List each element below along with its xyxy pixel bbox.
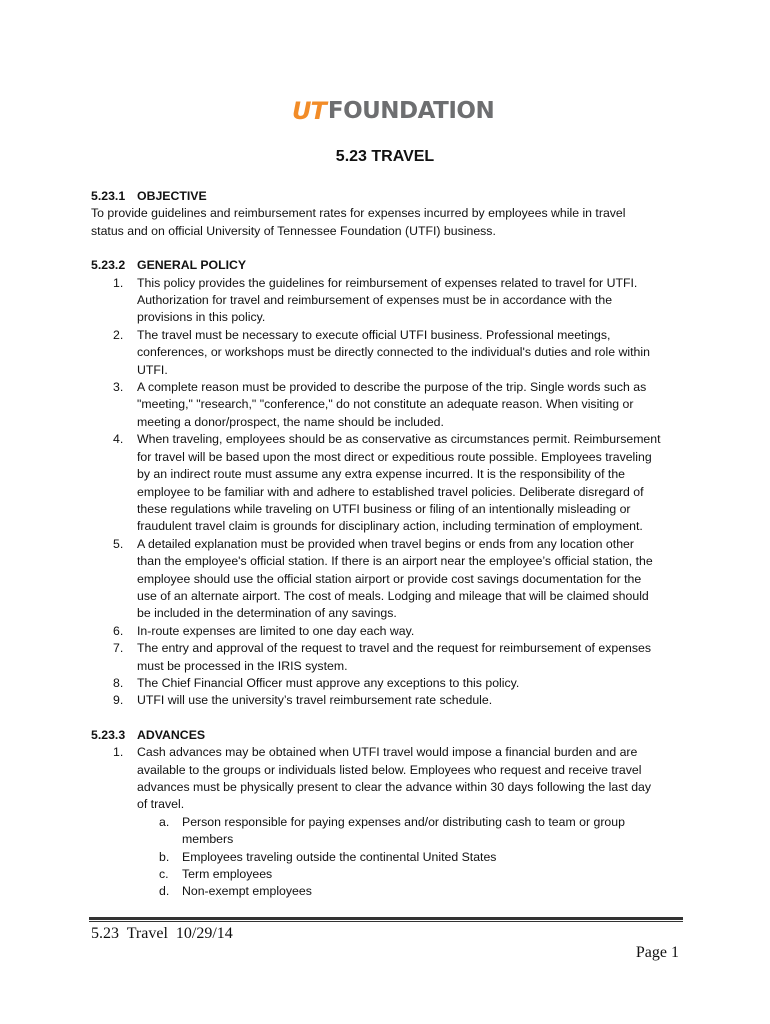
advances-list <box>91 744 691 814</box>
list-item-line: "meeting," "research," "conference," do not constitute an adequate reason. When visiting or <box>137 397 634 412</box>
section-heading-objective <box>91 188 691 205</box>
list-item-line: provisions in this policy. <box>137 310 266 325</box>
objective-line: To provide guidelines and reimbursement rates for expenses incurred by employees while in travel <box>91 206 626 221</box>
list-item-number: b. <box>159 849 170 864</box>
list-item-number: a. <box>159 814 170 829</box>
list-item-line: use of an alternate airport. The cost of meals. Lodging and mileage that will be claimed should <box>137 588 649 603</box>
list-item-line: Cash advances may be obtained when UTFI travel would impose a financial burden and are <box>137 745 638 760</box>
list-item-line: Authorization for travel and reimbursement of expenses must be in accordance with the <box>137 293 613 308</box>
list-item-line: employee should use the official station airport or provide cost savings documentation for the <box>137 571 642 586</box>
list-item-number: 5. <box>113 536 124 551</box>
list-item <box>91 692 691 709</box>
list-item-line: The Chief Financial Officer must approve any exceptions to this policy. <box>137 675 520 690</box>
section-number: 5.23.2 <box>91 258 126 273</box>
footer-rule <box>89 917 683 920</box>
document-body <box>91 188 691 901</box>
list-item-line: UTFI. <box>137 362 168 377</box>
list-item-line: Non-exempt employees <box>182 884 312 899</box>
list-item-number: 3. <box>113 380 124 395</box>
list-item <box>91 623 691 640</box>
footer-doc-label: 5.23 Travel 10/29/14 <box>91 925 233 942</box>
section-title: ADVANCES <box>137 727 206 742</box>
list-item <box>91 814 691 849</box>
list-item-number: 1. <box>113 275 124 290</box>
list-item-number: 8. <box>113 675 124 690</box>
list-item-line: Term employees <box>182 867 273 882</box>
advances-sublist <box>91 814 691 901</box>
list-item-number: 9. <box>113 693 124 708</box>
list-item-line: UTFI will use the university’s travel reimbursement rate schedule. <box>137 693 493 708</box>
list-item-line: than the employee's official station. If there is an airport near the employee’s official station, the <box>137 554 653 569</box>
list-item-line: When traveling, employees should be as conservative as circumstances permit. Reimbursement <box>137 432 661 447</box>
list-item <box>91 275 691 327</box>
list-item-number: 2. <box>113 327 124 342</box>
list-item <box>91 675 691 692</box>
list-item-line: be included in the determination of any savings. <box>137 606 397 621</box>
list-item-line: for travel will be based upon the most direct or expeditious route possible. Employees traveling <box>137 449 652 464</box>
page-number: Page 1 <box>635 944 679 961</box>
list-item-line: must be processed in the IRIS system. <box>137 658 348 673</box>
footer-rule-thin <box>89 921 683 922</box>
list-item-line: The entry and approval of the request to travel and the request for reimbursement of expenses <box>137 641 652 656</box>
section-title: GENERAL POLICY <box>137 258 247 273</box>
section-number: 5.23.3 <box>91 727 126 742</box>
list-item-number: 6. <box>113 623 124 638</box>
list-item-line: fraudulent travel claim is grounds for disciplinary action, including termination of employment. <box>137 519 643 534</box>
general-policy-list <box>91 275 691 710</box>
list-item-number: 7. <box>113 641 124 656</box>
list-item <box>91 379 691 431</box>
objective-line: status and on official University of Tennessee Foundation (UTFI) business. <box>91 223 496 238</box>
list-item-line: In-route expenses are limited to one day each way. <box>137 623 415 638</box>
list-item-line: A complete reason must be provided to describe the purpose of the trip. Single words such as <box>137 380 647 395</box>
list-item-line: conferences, or workshops must be directly connected to the individual's duties and role within <box>137 345 650 360</box>
page-title: 5.23 TRAVEL <box>335 148 435 165</box>
list-item <box>91 431 691 535</box>
list-item-line: available to the groups or individuals listed below. Employees who request and receive travel <box>137 762 642 777</box>
foundation-wordmark: FOUNDATION <box>327 98 495 124</box>
list-item-line: The travel must be necessary to execute official UTFI business. Professional meetings, <box>137 327 611 342</box>
list-item-line: A detailed explanation must be provided when travel begins or ends from any location other <box>137 536 634 551</box>
list-item-line: Employees traveling outside the continental United States <box>182 849 497 864</box>
section-heading-advances <box>91 727 691 744</box>
list-item <box>91 849 691 866</box>
list-item <box>91 866 691 883</box>
list-item-line: employee to be familiar with and adhere to established travel policies. Deliberate disregard of <box>137 484 644 499</box>
ut-foundation-logo <box>292 96 494 126</box>
section-number: 5.23.1 <box>91 189 126 203</box>
ut-logo-mark: UT <box>292 97 326 125</box>
list-item <box>91 327 691 379</box>
list-item-line: Person responsible for paying expenses and/or distributing cash to team or group <box>182 814 625 829</box>
section-title: OBJECTIVE <box>137 189 207 203</box>
section-heading-general-policy <box>91 257 691 274</box>
list-item-line: by an indirect route must assume any extra expense incurred. It is the responsibility of the <box>137 467 626 482</box>
list-item-number: c. <box>159 867 169 882</box>
list-item-line: advances must be physically present to clear the advance within 30 days following the last day <box>137 780 652 794</box>
list-item <box>91 744 691 814</box>
list-item-line: these regulations while traveling on UTFI business or filing of an intentionally misleading or <box>137 501 631 516</box>
list-item <box>91 536 691 623</box>
list-item-number: d. <box>159 884 170 899</box>
list-item-number: 1. <box>113 745 124 760</box>
list-item <box>91 883 691 900</box>
list-item-line: members <box>182 832 234 847</box>
list-item-line: meeting a donor/prospect, the name should be included. <box>137 414 444 429</box>
list-item-number: 4. <box>113 432 124 447</box>
list-item-line: of travel. <box>137 797 185 812</box>
list-item <box>91 640 691 675</box>
list-item-line: This policy provides the guidelines for reimbursement of expenses related to travel for UTFI. <box>137 275 638 290</box>
